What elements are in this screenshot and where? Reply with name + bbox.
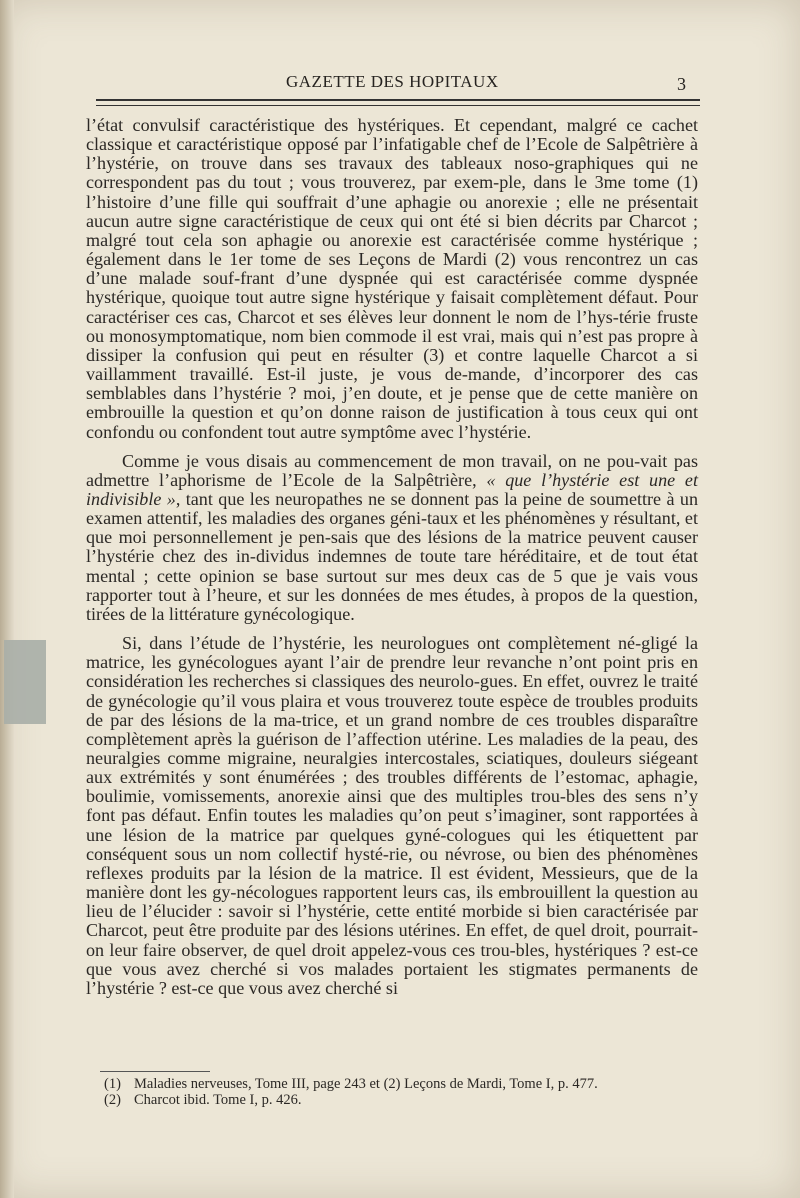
footnote-2-text: Charcot ibid. Tome I, p. 426. — [134, 1092, 302, 1108]
aphorism-quote: « que l’hystérie est une et indivisible » — [86, 469, 698, 509]
paragraph-3: Si, dans l’étude de l’hystérie, les neurologues ont complètement né-gligé la matrice, les gynécologues ayant l’air de prendre leur revanche n’ont point pris en considération les recherches si classiques des neurolo-gues. En effet, ouvrez le traité de gynécologie qu’il vous plaira et vous trouverez toute espèce de troubles produits de par des lésions de la ma-trice, et un grand nombre de ces troubles disparaître complètement après la guérison de l’affection utérine. Les maladies de la peau, des neuralgies comme migraine, neuralgies intercostales, sciatiques, douleurs siégeant aux extrémités y sont énumérées ; des troubles différents de l’estomac, aphagie, boulimie, vomissements, anorexie ainsi que des multiples trou-bles des sens n’y font pas défaut. Enfin toutes les maladies qu’on peut s’imaginer, sont rapportées à une lésion de la matrice par quelques gyné-cologues qui les étiquettent par conséquent sous un nom collectif hysté-rie, ou névrose, ou bien des phénomènes reflexes produits par la lésion de la matrice. Il est évident, Messieurs, que de la manière dont les gy-nécologues rapportent leurs cas, ils embrouillent la question au lieu de l’élucider : savoir si l’hystérie, cette entité morbide si bien caractérisée par Charcot, peut être produite par des lésions utérines. En effet, de quel droit, pourrait-on leur faire observer, de quel droit appelez-vous ces trou-bles, hystériques ? est-ce que vous avez cherché si vos malades portaient les stigmates permanents de l’hystérie ? est-ce que vous avez cherché si — [86, 633, 698, 998]
journal-title: GAZETTE DES HOPITAUX — [286, 72, 499, 91]
footnote-1-number: (1) — [104, 1076, 121, 1092]
footnote-2 — [104, 1092, 694, 1108]
footnotes — [104, 1076, 694, 1108]
paragraph-2 — [86, 452, 698, 624]
footnote-rule — [100, 1071, 210, 1072]
footnote-1 — [104, 1076, 694, 1092]
footnote-1-text: Maladies nerveuses, Tome III, page 243 et (2) Leçons de Mardi, Tome I, p. 477. — [134, 1076, 598, 1092]
paragraph-1: l’état convulsif caractéristique des hystériques. Et cependant, malgré ce cachet classique et caractéristique opposé par l’infatigable chef de l’Ecole de Salpêtrière à l’hystérie, on trouve dans ses travaux des tableaux noso-graphiques qui ne correspondent pas du tout ; vous trouverez, par exem-ple, dans le 3me tome (1) l’histoire d’une fille qui souffrait d’une aphagie ou anorexie ; elle ne présentait aucun autre signe caractéristique de ceux qui ont été si bien décrits par Charcot ; malgré tout cela son aphagie ou anorexie est caractérisée comme hystérique ; également dans le 1er tome de ses Leçons de Mardi (2) vous rencontrez un cas d’une malade souf-frant d’une dyspnée qui est caractérisée comme dyspnée hystérique, quoique tout autre signe hystérique y faisait complètement défaut. Pour caractériser ces cas, Charcot et ses élèves leur donnent le nom de l’hys-térie fruste ou monosymptomatique, nom bien commode il est vrai, mais qui n’est pas propre à dissiper la confusion qui peut en résulter (3) et contre laquelle Charcot a si vaillamment travaillé. Est-il juste, je vous de-mande, d’incorporer des cas semblables dans l’hystérie ? moi, j’en doute, et je pense que de cette manière on embrouille la question et qu’on donne raison de justification à tous ceux qui ont confondu ou confondent tout autre symptôme avec l’hystérie. — [86, 115, 698, 442]
page-number: 3 — [677, 74, 686, 94]
header-rule — [96, 99, 700, 106]
article-body — [86, 116, 698, 1008]
page-binding-edge — [0, 0, 14, 1198]
page-tab-marker — [4, 640, 46, 724]
paragraph-2-rest: , tant que les neuropathes ne se donnent pas la peine de soumettre à un examen attentif, les maladies des organes géni-taux et les phénomènes y résultant, et que moi personnellement je pen-sais que des lésions de la matrice peuvent causer l’hystérie chez des in-dividus indemnes de toute tare héréditaire, et de tout état mental ; cette opinion se base surtout sur mes deux cas de 5 que je vais vous rapporter tout à l’heure, et sur les données de mes études, à propos de la question, tirées de la littérature gynécologique. — [86, 488, 699, 624]
paragraph-2-lead: Comme je vous disais au commencement de mon travail, on ne pou-vait pas admettre l’aphorisme de l’Ecole de la Salpêtrière, — [86, 450, 698, 490]
footnote-2-number: (2) — [104, 1092, 121, 1108]
running-header — [96, 72, 700, 98]
